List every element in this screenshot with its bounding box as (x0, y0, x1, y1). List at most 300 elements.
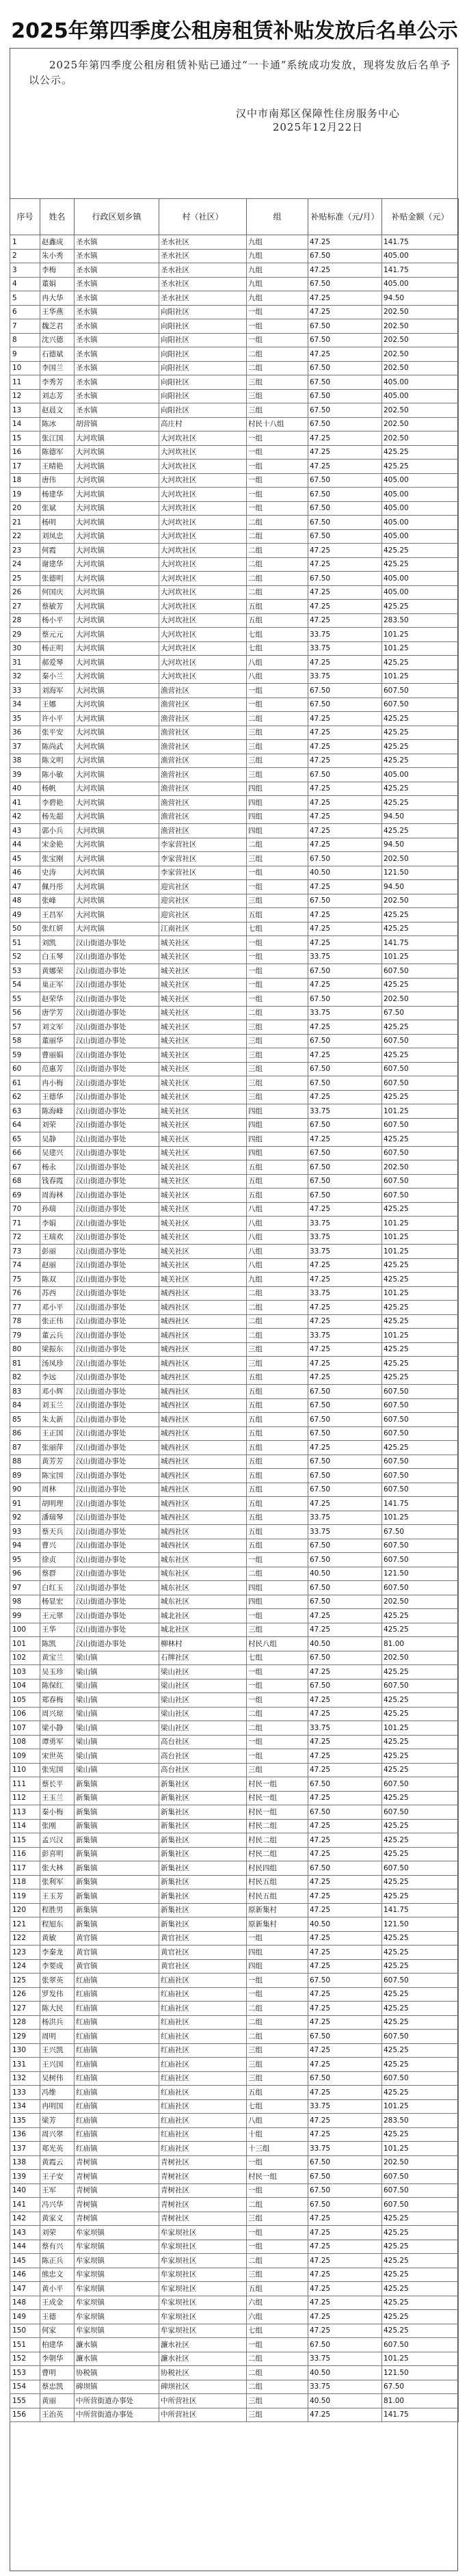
cell-group: 四组 (247, 1959, 308, 1974)
cell-community: 青树社区 (159, 2183, 247, 2198)
cell-community: 青树社区 (159, 2198, 247, 2212)
cell-community: 渔营社区 (159, 782, 247, 796)
cell-community: 碑坝社区 (159, 2380, 247, 2394)
cell-community: 黄官社区 (159, 1931, 247, 1946)
cell-town: 汉山街道办事处 (75, 964, 159, 979)
cell-town: 圣水镇 (75, 375, 159, 390)
cell-standard: 33.75 (308, 1104, 382, 1119)
table-row (10, 656, 459, 670)
cell-name: 曹明 (40, 2366, 75, 2380)
cell-community: 城关社区 (159, 964, 247, 979)
cell-community: 城西社区 (159, 1441, 247, 1455)
table-row (10, 2183, 459, 2198)
cell-town: 圣水镇 (75, 277, 159, 291)
issuer-name: 汉中市南郑区保障性住房服务中心 (235, 107, 400, 120)
cell-town: 新集镇 (75, 1847, 159, 1861)
cell-name: 李秀芳 (40, 375, 75, 390)
cell-town: 汉山街道办事处 (75, 1483, 159, 1497)
cell-group: 八组 (247, 1217, 308, 1231)
cell-community: 渔营社区 (159, 810, 247, 824)
table-row (10, 1104, 459, 1119)
cell-community: 牟家坝社区 (159, 2324, 247, 2338)
cell-no: 149 (10, 2310, 40, 2324)
cell-community: 牟家坝社区 (159, 2268, 247, 2282)
cell-amount: 607.50 (382, 1553, 459, 1567)
table-row (10, 1020, 459, 1035)
cell-standard: 47.25 (308, 600, 382, 614)
cell-group: 三组 (247, 2043, 308, 2058)
cell-community: 渔营社区 (159, 712, 247, 726)
table-row (10, 880, 459, 894)
cell-community: 高庄村 (159, 417, 247, 431)
cell-no: 41 (10, 796, 40, 810)
table-row (10, 2114, 459, 2128)
cell-standard: 33.75 (308, 2099, 382, 2114)
cell-no: 45 (10, 852, 40, 866)
cell-community: 迎宾社区 (159, 880, 247, 894)
cell-standard: 67.50 (308, 1413, 382, 1427)
cell-no: 31 (10, 656, 40, 670)
cell-no: 23 (10, 544, 40, 558)
cell-community: 青树社区 (159, 2212, 247, 2226)
table-row (10, 2170, 459, 2184)
cell-town: 梁山镇 (75, 1763, 159, 1777)
cell-standard: 47.25 (308, 585, 382, 600)
cell-amount: 425.25 (382, 445, 459, 460)
table-row (10, 1273, 459, 1287)
table-row (10, 585, 459, 600)
cell-standard: 47.25 (308, 1497, 382, 1511)
cell-name: 何家 (40, 2324, 75, 2338)
cell-community: 向阳社区 (159, 375, 247, 390)
cell-standard: 33.75 (308, 1721, 382, 1736)
cell-group: 一组 (247, 460, 308, 474)
cell-town: 大河坎镇 (75, 445, 159, 460)
cell-name: 熊忠文 (40, 2268, 75, 2282)
cell-no: 101 (10, 1637, 40, 1651)
cell-name: 黄丽 (40, 2394, 75, 2408)
cell-amount: 607.50 (382, 1385, 459, 1399)
cell-no: 25 (10, 572, 40, 586)
cell-standard: 40.50 (308, 1567, 382, 1581)
cell-town: 大河坎镇 (75, 557, 159, 572)
cell-group: 三组 (247, 2071, 308, 2086)
table-row (10, 1637, 459, 1651)
cell-town: 大河坎镇 (75, 754, 159, 768)
cell-group: 九组 (247, 1273, 308, 1287)
cell-town: 新集镇 (75, 1805, 159, 1820)
cell-no: 14 (10, 417, 40, 431)
cell-town: 汉山街道办事处 (75, 1637, 159, 1651)
cell-group: 三组 (247, 726, 308, 740)
cell-town: 青树镇 (75, 2155, 159, 2170)
cell-community: 青树社区 (159, 2170, 247, 2184)
cell-town: 汉山街道办事处 (75, 950, 159, 964)
cell-town: 汉山街道办事处 (75, 1301, 159, 1315)
cell-group: 二组 (247, 1301, 308, 1315)
table-row (10, 2282, 459, 2296)
cell-town: 汉山街道办事处 (75, 992, 159, 1007)
cell-name: 周林 (40, 1483, 75, 1497)
cell-group: 一组 (247, 2155, 308, 2170)
cell-community: 城关社区 (159, 1146, 247, 1160)
cell-community: 大河坎社区 (159, 544, 247, 558)
cell-name: 曹兴 (40, 1539, 75, 1553)
cell-amount: 202.50 (382, 852, 459, 866)
table-header-row (10, 199, 459, 235)
cell-amount: 141.75 (382, 263, 459, 278)
cell-community: 大河坎社区 (159, 628, 247, 642)
cell-no: 1 (10, 235, 40, 250)
table-row (10, 1286, 459, 1301)
cell-group: 五组 (247, 1441, 308, 1455)
cell-community: 城关社区 (159, 1273, 247, 1287)
cell-community: 渔营社区 (159, 684, 247, 698)
cell-no: 133 (10, 2086, 40, 2100)
cell-group: 三组 (247, 754, 308, 768)
cell-no: 79 (10, 1329, 40, 1343)
cell-standard: 40.50 (308, 1917, 382, 1932)
cell-no: 6 (10, 305, 40, 319)
cell-community: 新集社区 (159, 1833, 247, 1848)
cell-town: 牟家坝镇 (75, 2254, 159, 2268)
cell-town: 濂水镇 (75, 2352, 159, 2366)
cell-standard: 40.50 (308, 866, 382, 880)
table-row (10, 235, 459, 250)
cell-group: 七组 (247, 641, 308, 656)
table-row (10, 1469, 459, 1483)
cell-name: 柏建华 (40, 2338, 75, 2352)
cell-group: 五组 (247, 1539, 308, 1553)
cell-standard: 67.50 (308, 473, 382, 488)
cell-standard: 67.50 (308, 361, 382, 375)
cell-group: 一组 (247, 333, 308, 347)
cell-name: 宋金艳 (40, 838, 75, 852)
cell-town: 汉山街道办事处 (75, 1258, 159, 1273)
cell-community: 李家营社区 (159, 866, 247, 880)
cell-name: 汤凤珍 (40, 1357, 75, 1371)
cell-amount: 425.25 (382, 2058, 459, 2072)
cell-standard: 33.75 (308, 641, 382, 656)
cell-no: 70 (10, 1202, 40, 1217)
cell-no: 127 (10, 2002, 40, 2016)
cell-group: 八组 (247, 1245, 308, 1259)
cell-group: 原新集村 (247, 1903, 308, 1917)
subsidy-table (10, 198, 459, 2422)
cell-name: 张德明 (40, 572, 75, 586)
cell-standard: 47.25 (308, 1202, 382, 1217)
cell-standard: 67.50 (308, 403, 382, 418)
cell-amount: 425.25 (382, 740, 459, 754)
cell-community: 城关社区 (159, 1217, 247, 1231)
cell-no: 106 (10, 1707, 40, 1721)
cell-amount: 607.50 (382, 1861, 459, 1876)
cell-amount: 425.25 (382, 1959, 459, 1974)
cell-no: 69 (10, 1189, 40, 1203)
cell-no: 35 (10, 712, 40, 726)
table-row (10, 333, 459, 347)
cell-no: 58 (10, 1034, 40, 1048)
cell-community: 城关社区 (159, 978, 247, 992)
table-row (10, 1861, 459, 1876)
cell-name: 李秦龙 (40, 1946, 75, 1960)
cell-no: 22 (10, 529, 40, 544)
cell-no: 94 (10, 1539, 40, 1553)
table-row (10, 1230, 459, 1245)
cell-name: 杨小平 (40, 613, 75, 628)
cell-no: 54 (10, 978, 40, 992)
cell-town: 圣水镇 (75, 249, 159, 263)
cell-name: 郑光英 (40, 2142, 75, 2156)
cell-standard: 67.50 (308, 964, 382, 979)
cell-name: 梁振东 (40, 1342, 75, 1357)
table-row (10, 2086, 459, 2100)
cell-standard: 47.25 (308, 810, 382, 824)
cell-town: 青树镇 (75, 2198, 159, 2212)
cell-standard: 67.50 (308, 1062, 382, 1076)
table-row (10, 1090, 459, 1104)
cell-name: 李朝华 (40, 2352, 75, 2366)
cell-community: 城西社区 (159, 1413, 247, 1427)
cell-standard: 67.50 (308, 1160, 382, 1175)
cell-town: 汉山街道办事处 (75, 1581, 159, 1595)
cell-community: 红庙社区 (159, 2043, 247, 2058)
cell-name: 吴静 (40, 1132, 75, 1147)
table-row (10, 291, 459, 306)
cell-amount: 425.25 (382, 1258, 459, 1273)
cell-community: 城关社区 (159, 950, 247, 964)
cell-no: 103 (10, 1665, 40, 1679)
cell-amount: 607.50 (382, 1777, 459, 1792)
cell-standard: 67.50 (308, 894, 382, 908)
cell-community: 红庙社区 (159, 1987, 247, 2002)
cell-group: 一组 (247, 964, 308, 979)
cell-no: 130 (10, 2043, 40, 2058)
table-row (10, 2366, 459, 2380)
cell-community: 大河坎社区 (159, 585, 247, 600)
table-row (10, 1595, 459, 1609)
cell-name: 冯维 (40, 2086, 75, 2100)
cell-standard: 47.25 (308, 936, 382, 951)
table-row (10, 1413, 459, 1427)
cell-town: 汉山街道办事处 (75, 1497, 159, 1511)
cell-name: 朱太新 (40, 1413, 75, 1427)
page-title: 2025年第四季度公租房租赁补贴发放后名单公示 (11, 19, 458, 43)
cell-community: 城关社区 (159, 1048, 247, 1063)
cell-standard: 47.25 (308, 544, 382, 558)
cell-name: 蔡敏芳 (40, 600, 75, 614)
cell-name: 杨洪兵 (40, 2015, 75, 2030)
cell-standard: 67.50 (308, 2030, 382, 2044)
table-row (10, 1833, 459, 1848)
cell-name: 周兴琼 (40, 1707, 75, 1721)
cell-community: 城东社区 (159, 1595, 247, 1609)
cell-community: 牟家坝社区 (159, 2310, 247, 2324)
cell-amount: 607.50 (382, 2183, 459, 2198)
cell-amount: 425.25 (382, 460, 459, 474)
cell-town: 新集镇 (75, 1875, 159, 1889)
cell-name: 秦小梅 (40, 1805, 75, 1820)
cell-standard: 67.50 (308, 2170, 382, 2184)
table-row (10, 613, 459, 628)
cell-group: 三组 (247, 2268, 308, 2282)
cell-community: 红庙社区 (159, 2114, 247, 2128)
cell-amount: 67.50 (382, 1525, 459, 1539)
cell-amount: 202.50 (382, 894, 459, 908)
cell-group: 一组 (247, 1931, 308, 1946)
cell-group: 一组 (247, 1553, 308, 1567)
cell-town: 梁山镇 (75, 1693, 159, 1708)
cell-amount: 425.25 (382, 2324, 459, 2338)
cell-town: 红庙镇 (75, 1987, 159, 2002)
cell-name: 梁芳 (40, 2114, 75, 2128)
cell-town: 圣水镇 (75, 333, 159, 347)
cell-community: 城关社区 (159, 1189, 247, 1203)
cell-community: 城关社区 (159, 1132, 247, 1147)
cell-amount: 94.50 (382, 291, 459, 306)
cell-standard: 67.50 (308, 277, 382, 291)
cell-community: 新集社区 (159, 1903, 247, 1917)
cell-amount: 101.25 (382, 1511, 459, 1525)
cell-no: 9 (10, 347, 40, 362)
cell-name: 胡明理 (40, 1497, 75, 1511)
cell-no: 152 (10, 2352, 40, 2366)
cell-name: 李远 (40, 1370, 75, 1385)
cell-no: 112 (10, 1791, 40, 1805)
cell-group: 五组 (247, 1160, 308, 1175)
cell-community: 柳林村 (159, 1637, 247, 1651)
cell-no: 56 (10, 1006, 40, 1020)
cell-no: 57 (10, 1020, 40, 1035)
cell-standard: 47.25 (308, 1875, 382, 1889)
cell-standard: 47.25 (308, 1707, 382, 1721)
table-row (10, 1875, 459, 1889)
cell-amount: 425.25 (382, 2015, 459, 2030)
cell-no: 61 (10, 1076, 40, 1091)
cell-no: 87 (10, 1441, 40, 1455)
cell-name: 李国兰 (40, 361, 75, 375)
cell-amount: 425.25 (382, 922, 459, 936)
cell-no: 124 (10, 1959, 40, 1974)
cell-standard: 33.75 (308, 1245, 382, 1259)
cell-standard: 47.25 (308, 1693, 382, 1708)
cell-name: 刘荣 (40, 2226, 75, 2240)
cell-standard: 67.50 (308, 2183, 382, 2198)
cell-amount: 425.25 (382, 1763, 459, 1777)
cell-standard: 67.50 (308, 768, 382, 782)
cell-name: 吴建兴 (40, 1146, 75, 1160)
cell-town: 汉山街道办事处 (75, 1426, 159, 1441)
table-row (10, 1048, 459, 1063)
cell-community: 城关社区 (159, 1258, 247, 1273)
cell-amount: 607.50 (382, 1539, 459, 1553)
table-row (10, 1974, 459, 1988)
cell-town: 大河坎镇 (75, 740, 159, 754)
cell-standard: 47.25 (308, 880, 382, 894)
cell-name: 杨明 (40, 516, 75, 530)
cell-group: 村民二组 (247, 1819, 308, 1833)
cell-community: 梁山社区 (159, 1693, 247, 1708)
cell-no: 78 (10, 1314, 40, 1329)
cell-amount: 121.50 (382, 1917, 459, 1932)
table-row (10, 1455, 459, 1469)
cell-town: 梁山镇 (75, 1735, 159, 1749)
cell-town: 大河坎镇 (75, 501, 159, 516)
cell-amount: 202.50 (382, 347, 459, 362)
table-row (10, 572, 459, 586)
cell-community: 中所营社区 (159, 2394, 247, 2408)
cell-no: 140 (10, 2183, 40, 2198)
cell-no: 91 (10, 1497, 40, 1511)
cell-amount: 405.00 (382, 389, 459, 403)
table-row (10, 1525, 459, 1539)
cell-group: 三组 (247, 1357, 308, 1371)
cell-town: 大河坎镇 (75, 669, 159, 684)
table-row (10, 2198, 459, 2212)
cell-standard: 47.25 (308, 431, 382, 446)
cell-standard: 67.50 (308, 375, 382, 390)
cell-town: 汉山街道办事处 (75, 1104, 159, 1119)
cell-group: 九组 (247, 249, 308, 263)
table-row (10, 1174, 459, 1189)
cell-name: 梁小静 (40, 1721, 75, 1736)
cell-group: 二组 (247, 1567, 308, 1581)
cell-standard: 33.75 (308, 1006, 382, 1020)
cell-community: 城西社区 (159, 1286, 247, 1301)
cell-standard: 47.25 (308, 1441, 382, 1455)
cell-town: 大河坎镇 (75, 544, 159, 558)
cell-community: 协税社区 (159, 2366, 247, 2380)
cell-group: 三组 (247, 852, 308, 866)
cell-standard: 67.50 (308, 992, 382, 1007)
table-row (10, 516, 459, 530)
cell-name: 郑春梅 (40, 1693, 75, 1708)
cell-town: 梁山镇 (75, 1665, 159, 1679)
cell-standard: 47.25 (308, 838, 382, 852)
cell-amount: 607.50 (382, 1189, 459, 1203)
cell-standard: 67.50 (308, 684, 382, 698)
cell-group: 四组 (247, 1132, 308, 1147)
table-row (10, 641, 459, 656)
cell-community: 城关社区 (159, 1118, 247, 1132)
cell-community: 城关社区 (159, 1230, 247, 1245)
cell-name: 赵丽 (40, 1258, 75, 1273)
cell-group: 一组 (247, 473, 308, 488)
cell-amount: 607.50 (382, 1483, 459, 1497)
cell-amount: 94.50 (382, 810, 459, 824)
cell-group: 八组 (247, 1230, 308, 1245)
cell-amount: 607.50 (382, 698, 459, 712)
cell-community: 城西社区 (159, 1314, 247, 1329)
table-row (10, 726, 459, 740)
cell-amount: 607.50 (382, 1581, 459, 1595)
cell-town: 大河坎镇 (75, 684, 159, 698)
cell-name: 吴树伟 (40, 2071, 75, 2086)
table-row (10, 1202, 459, 1217)
cell-town: 大河坎镇 (75, 880, 159, 894)
cell-amount: 425.25 (382, 1946, 459, 1960)
table-row (10, 1707, 459, 1721)
cell-group: 七组 (247, 922, 308, 936)
cell-name: 王兴凯 (40, 2043, 75, 2058)
cell-standard: 47.25 (308, 726, 382, 740)
cell-community: 濂水社区 (159, 2338, 247, 2352)
cell-community: 城关社区 (159, 1076, 247, 1091)
cell-community: 城西社区 (159, 1398, 247, 1413)
cell-community: 城关社区 (159, 1090, 247, 1104)
cell-amount: 425.25 (382, 1819, 459, 1833)
table-row (10, 1931, 459, 1946)
